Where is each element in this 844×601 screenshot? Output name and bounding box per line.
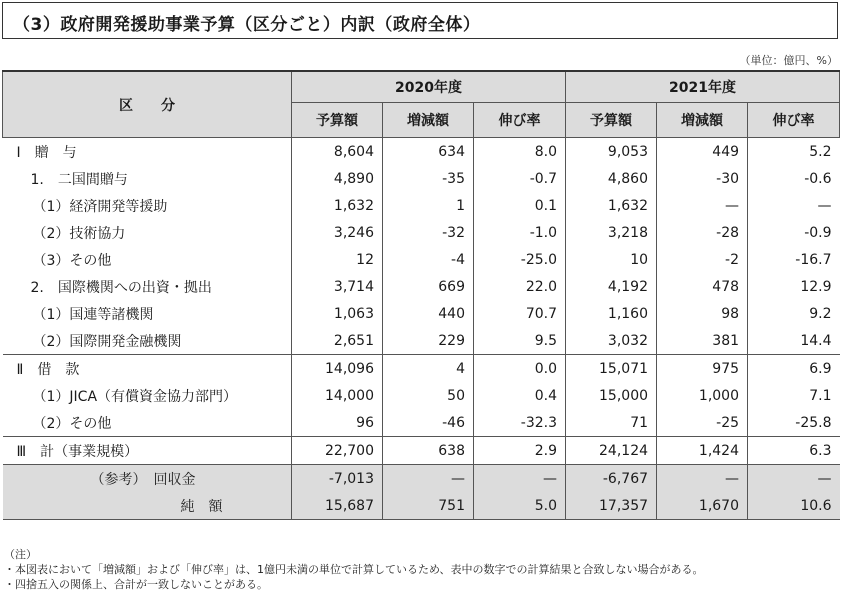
cell: 50	[383, 382, 474, 409]
notes	[4, 547, 704, 592]
row-label: （1）JICA（有償資金協力部門）	[32, 388, 238, 405]
cell: 3,218	[566, 219, 657, 246]
cell: 3,714	[292, 273, 383, 300]
cell: -46	[383, 409, 474, 437]
cell: 1	[383, 192, 474, 219]
cell: -32.3	[474, 409, 566, 437]
cell: 1,670	[657, 492, 748, 520]
cell: -4	[383, 246, 474, 273]
cell: 8,604	[292, 138, 383, 166]
cell: 1,063	[292, 300, 383, 327]
cell: 7.1	[748, 382, 840, 409]
cell: 14,000	[292, 382, 383, 409]
cell: 669	[383, 273, 474, 300]
table-row-net	[3, 492, 840, 520]
row-label: （3）その他	[32, 252, 112, 269]
cell: 10	[566, 246, 657, 273]
header-col: 増減額	[383, 103, 474, 138]
header-col: 増減額	[657, 103, 748, 138]
unit-label: （単位：億円、%）	[739, 54, 838, 67]
cell: 15,687	[292, 492, 383, 520]
cell: 229	[383, 327, 474, 355]
cell: 440	[383, 300, 474, 327]
cell: -1.0	[474, 219, 566, 246]
cell: 71	[566, 409, 657, 437]
cell: 4,192	[566, 273, 657, 300]
cell: 3,032	[566, 327, 657, 355]
cell: —	[748, 192, 840, 219]
cell: 24,124	[566, 437, 657, 465]
cell: -28	[657, 219, 748, 246]
cell: 96	[292, 409, 383, 437]
budget-table	[2, 70, 840, 520]
cell: 9.5	[474, 327, 566, 355]
cell: -0.9	[748, 219, 840, 246]
cell: 4,860	[566, 165, 657, 192]
note-line: ・本図表において「増減額」および「伸び率」は、1億円未満の単位で計算しているため、表中の数字での計算結果と合致しない場合がある。	[4, 563, 704, 576]
cell: 15,071	[566, 355, 657, 383]
note-line: ・四捨五入の関係上、合計が一致しないことがある。	[4, 578, 268, 591]
cell: 1,424	[657, 437, 748, 465]
cell: —	[474, 465, 566, 493]
cell: 1,632	[292, 192, 383, 219]
cell: 14.4	[748, 327, 840, 355]
cell: 0.4	[474, 382, 566, 409]
cell: -7,013	[292, 465, 383, 493]
cell: 10.6	[748, 492, 840, 520]
table-row	[3, 300, 840, 327]
row-label: （2）その他	[3, 409, 292, 437]
cell: -6,767	[566, 465, 657, 493]
cell: 975	[657, 355, 748, 383]
cell: -25	[657, 409, 748, 437]
row-label: 2. 国際機関への出資・拠出	[30, 279, 212, 296]
cell: -32	[383, 219, 474, 246]
cell: 98	[657, 300, 748, 327]
cell: 70.7	[474, 300, 566, 327]
table-row	[3, 382, 840, 409]
header-col: 伸び率	[748, 103, 840, 138]
table-row-reference	[3, 465, 840, 493]
header-col: 予算額	[292, 103, 383, 138]
cell: 22,700	[292, 437, 383, 465]
table-row	[3, 327, 840, 355]
cell: 17,357	[566, 492, 657, 520]
table-row	[3, 219, 840, 246]
cell: 5.0	[474, 492, 566, 520]
cell: 9,053	[566, 138, 657, 166]
cell: -25.8	[748, 409, 840, 437]
table-row	[3, 246, 840, 273]
cell: 12.9	[748, 273, 840, 300]
cell: -0.7	[474, 165, 566, 192]
cell: 1,160	[566, 300, 657, 327]
table-row	[3, 355, 840, 383]
cell: -16.7	[748, 246, 840, 273]
cell: 3,246	[292, 219, 383, 246]
cell: 638	[383, 437, 474, 465]
cell: 634	[383, 138, 474, 166]
cell: 449	[657, 138, 748, 166]
cell: 751	[383, 492, 474, 520]
row-label: 1. 二国間贈与	[30, 171, 128, 188]
cell: 2,651	[292, 327, 383, 355]
cell: -25.0	[474, 246, 566, 273]
header-year-2021: 2021年度	[566, 71, 840, 103]
cell: 0.0	[474, 355, 566, 383]
header-col: 予算額	[566, 103, 657, 138]
header-col: 伸び率	[474, 103, 566, 138]
cell: 1,632	[566, 192, 657, 219]
row-label: （2）技術協力	[32, 225, 126, 242]
cell: 6.3	[748, 437, 840, 465]
row-label: （2）国際開発金融機関	[3, 327, 292, 355]
header-category: 区 分	[3, 71, 292, 138]
cell: 0.1	[474, 192, 566, 219]
cell: —	[657, 192, 748, 219]
cell: —	[383, 465, 474, 493]
row-label: （参考） 回収金	[3, 465, 292, 493]
table-row	[3, 165, 840, 192]
row-label: 純 額	[3, 492, 292, 520]
cell: 6.9	[748, 355, 840, 383]
cell: 12	[292, 246, 383, 273]
title-box	[2, 2, 838, 39]
note-heading: （注）	[4, 548, 37, 561]
cell: 5.2	[748, 138, 840, 166]
cell: 478	[657, 273, 748, 300]
cell: 9.2	[748, 300, 840, 327]
row-label: Ⅲ 計（事業規模）	[3, 437, 292, 465]
cell: 8.0	[474, 138, 566, 166]
cell: 15,000	[566, 382, 657, 409]
header-year-2020: 2020年度	[292, 71, 566, 103]
cell: -2	[657, 246, 748, 273]
cell: 381	[657, 327, 748, 355]
page-title: （3）政府開発援助事業予算（区分ごと）内訳（政府全体）	[13, 15, 481, 35]
cell: 2.9	[474, 437, 566, 465]
table-row-total	[3, 437, 840, 465]
cell: —	[657, 465, 748, 493]
cell: -0.6	[748, 165, 840, 192]
row-label: Ⅰ 贈 与	[16, 144, 77, 161]
cell: 14,096	[292, 355, 383, 383]
cell: 4,890	[292, 165, 383, 192]
cell: —	[748, 465, 840, 493]
row-label: （1）経済開発等援助	[32, 198, 168, 215]
cell: 1,000	[657, 382, 748, 409]
row-label: （1）国連等諸機関	[32, 306, 154, 323]
cell: 4	[383, 355, 474, 383]
cell: -30	[657, 165, 748, 192]
cell: 22.0	[474, 273, 566, 300]
table-row	[3, 138, 840, 166]
row-label: Ⅱ 借 款	[16, 361, 80, 378]
table-row	[3, 409, 840, 437]
cell: -35	[383, 165, 474, 192]
table-row	[3, 273, 840, 300]
table-row	[3, 192, 840, 219]
